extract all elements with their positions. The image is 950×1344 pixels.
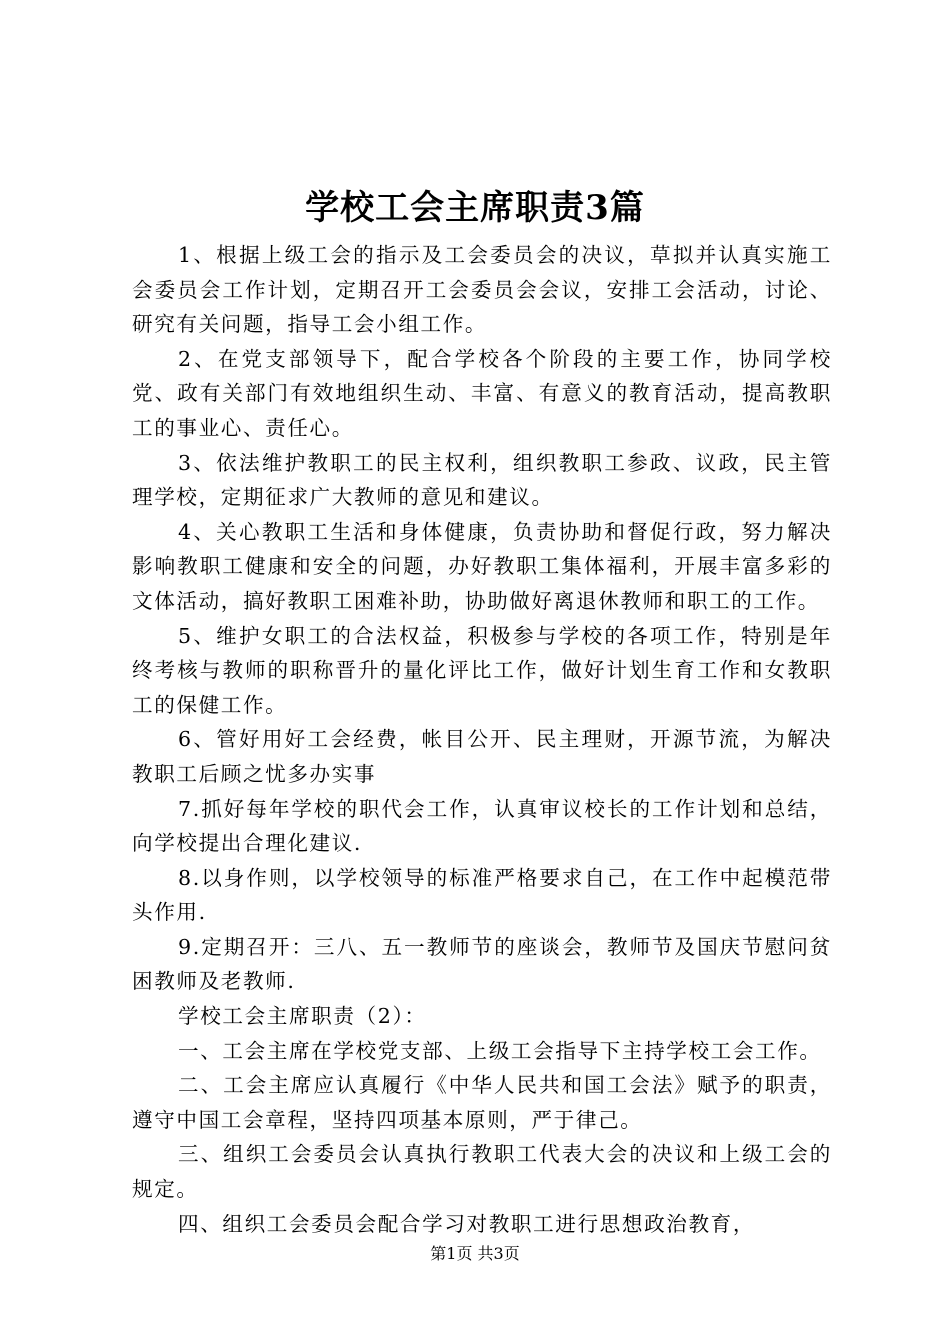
document-body — [132, 238, 832, 1241]
paragraph-6: 6、管好用好工会经费，帐目公开、民主理财，开源节流，为解决教职工后顾之忧多办实事 — [132, 727, 832, 786]
paragraph-8: 8.以身作则，以学校领导的标准严格要求自己，在工作中起模范带头作用. — [132, 865, 832, 925]
section-heading-2: 学校工会主席职责（2）： — [178, 1004, 427, 1029]
paragraph-4: 4、关心教职工生活和身体健康，负责协助和督促行政，努力解决影响教职工健康和安全的问题，办好教职工集体福利，开展丰富多彩的文体活动，搞好教职工困难补助，协助做好离退休教师和职工的工作。 — [132, 519, 832, 613]
page-number-footer: 第1页 共3页 — [430, 1244, 520, 1263]
paragraph-section2-2: 二、工会主席应认真履行《中华人民共和国工会法》赋予的职责，遵守中国工会章程，坚持四项基本原则，严于律己。 — [132, 1073, 832, 1132]
paragraph-5: 5、维护女职工的合法权益，积极参与学校的各项工作，特别是年终考核与教师的职称晋升的量化评比工作，做好计划生育工作和女教职工的保健工作。 — [132, 623, 832, 717]
paragraph-section2-3: 三、组织工会委员会认真执行教职工代表大会的决议和上级工会的规定。 — [132, 1142, 832, 1202]
page-title: 学校工会主席职责3篇 — [305, 188, 645, 228]
paragraph-7: 7.抓好每年学校的职代会工作，认真审议校长的工作计划和总结，向学校提出合理化建议. — [132, 796, 832, 856]
paragraph-2: 2、在党支部领导下，配合学校各个阶段的主要工作，协同学校党、政有关部门有效地组织生动、丰富、有意义的教育活动，提高教职工的事业心、责任心。 — [132, 346, 832, 440]
paragraph-9: 9.定期召开：三八、五一教师节的座谈会，教师节及国庆节慰问贫困教师及老教师. — [132, 934, 832, 994]
paragraph-section2-1: 一、工会主席在学校党支部、上级工会指导下主持学校工会工作。 — [178, 1038, 822, 1063]
paragraph-3: 3、依法维护教职工的民主权利，组织教职工参政、议政，民主管理学校，定期征求广大教师的意见和建议。 — [132, 450, 832, 510]
paragraph-section2-4: 四、组织工会委员会配合学习对教职工进行思想政治教育， — [178, 1211, 756, 1236]
paragraph-1: 1、根据上级工会的指示及工会委员会的决议，草拟并认真实施工会委员会工作计划，定期召开工会委员会会议，安排工会活动，讨论、研究有关问题，指导工会小组工作。 — [132, 243, 832, 337]
